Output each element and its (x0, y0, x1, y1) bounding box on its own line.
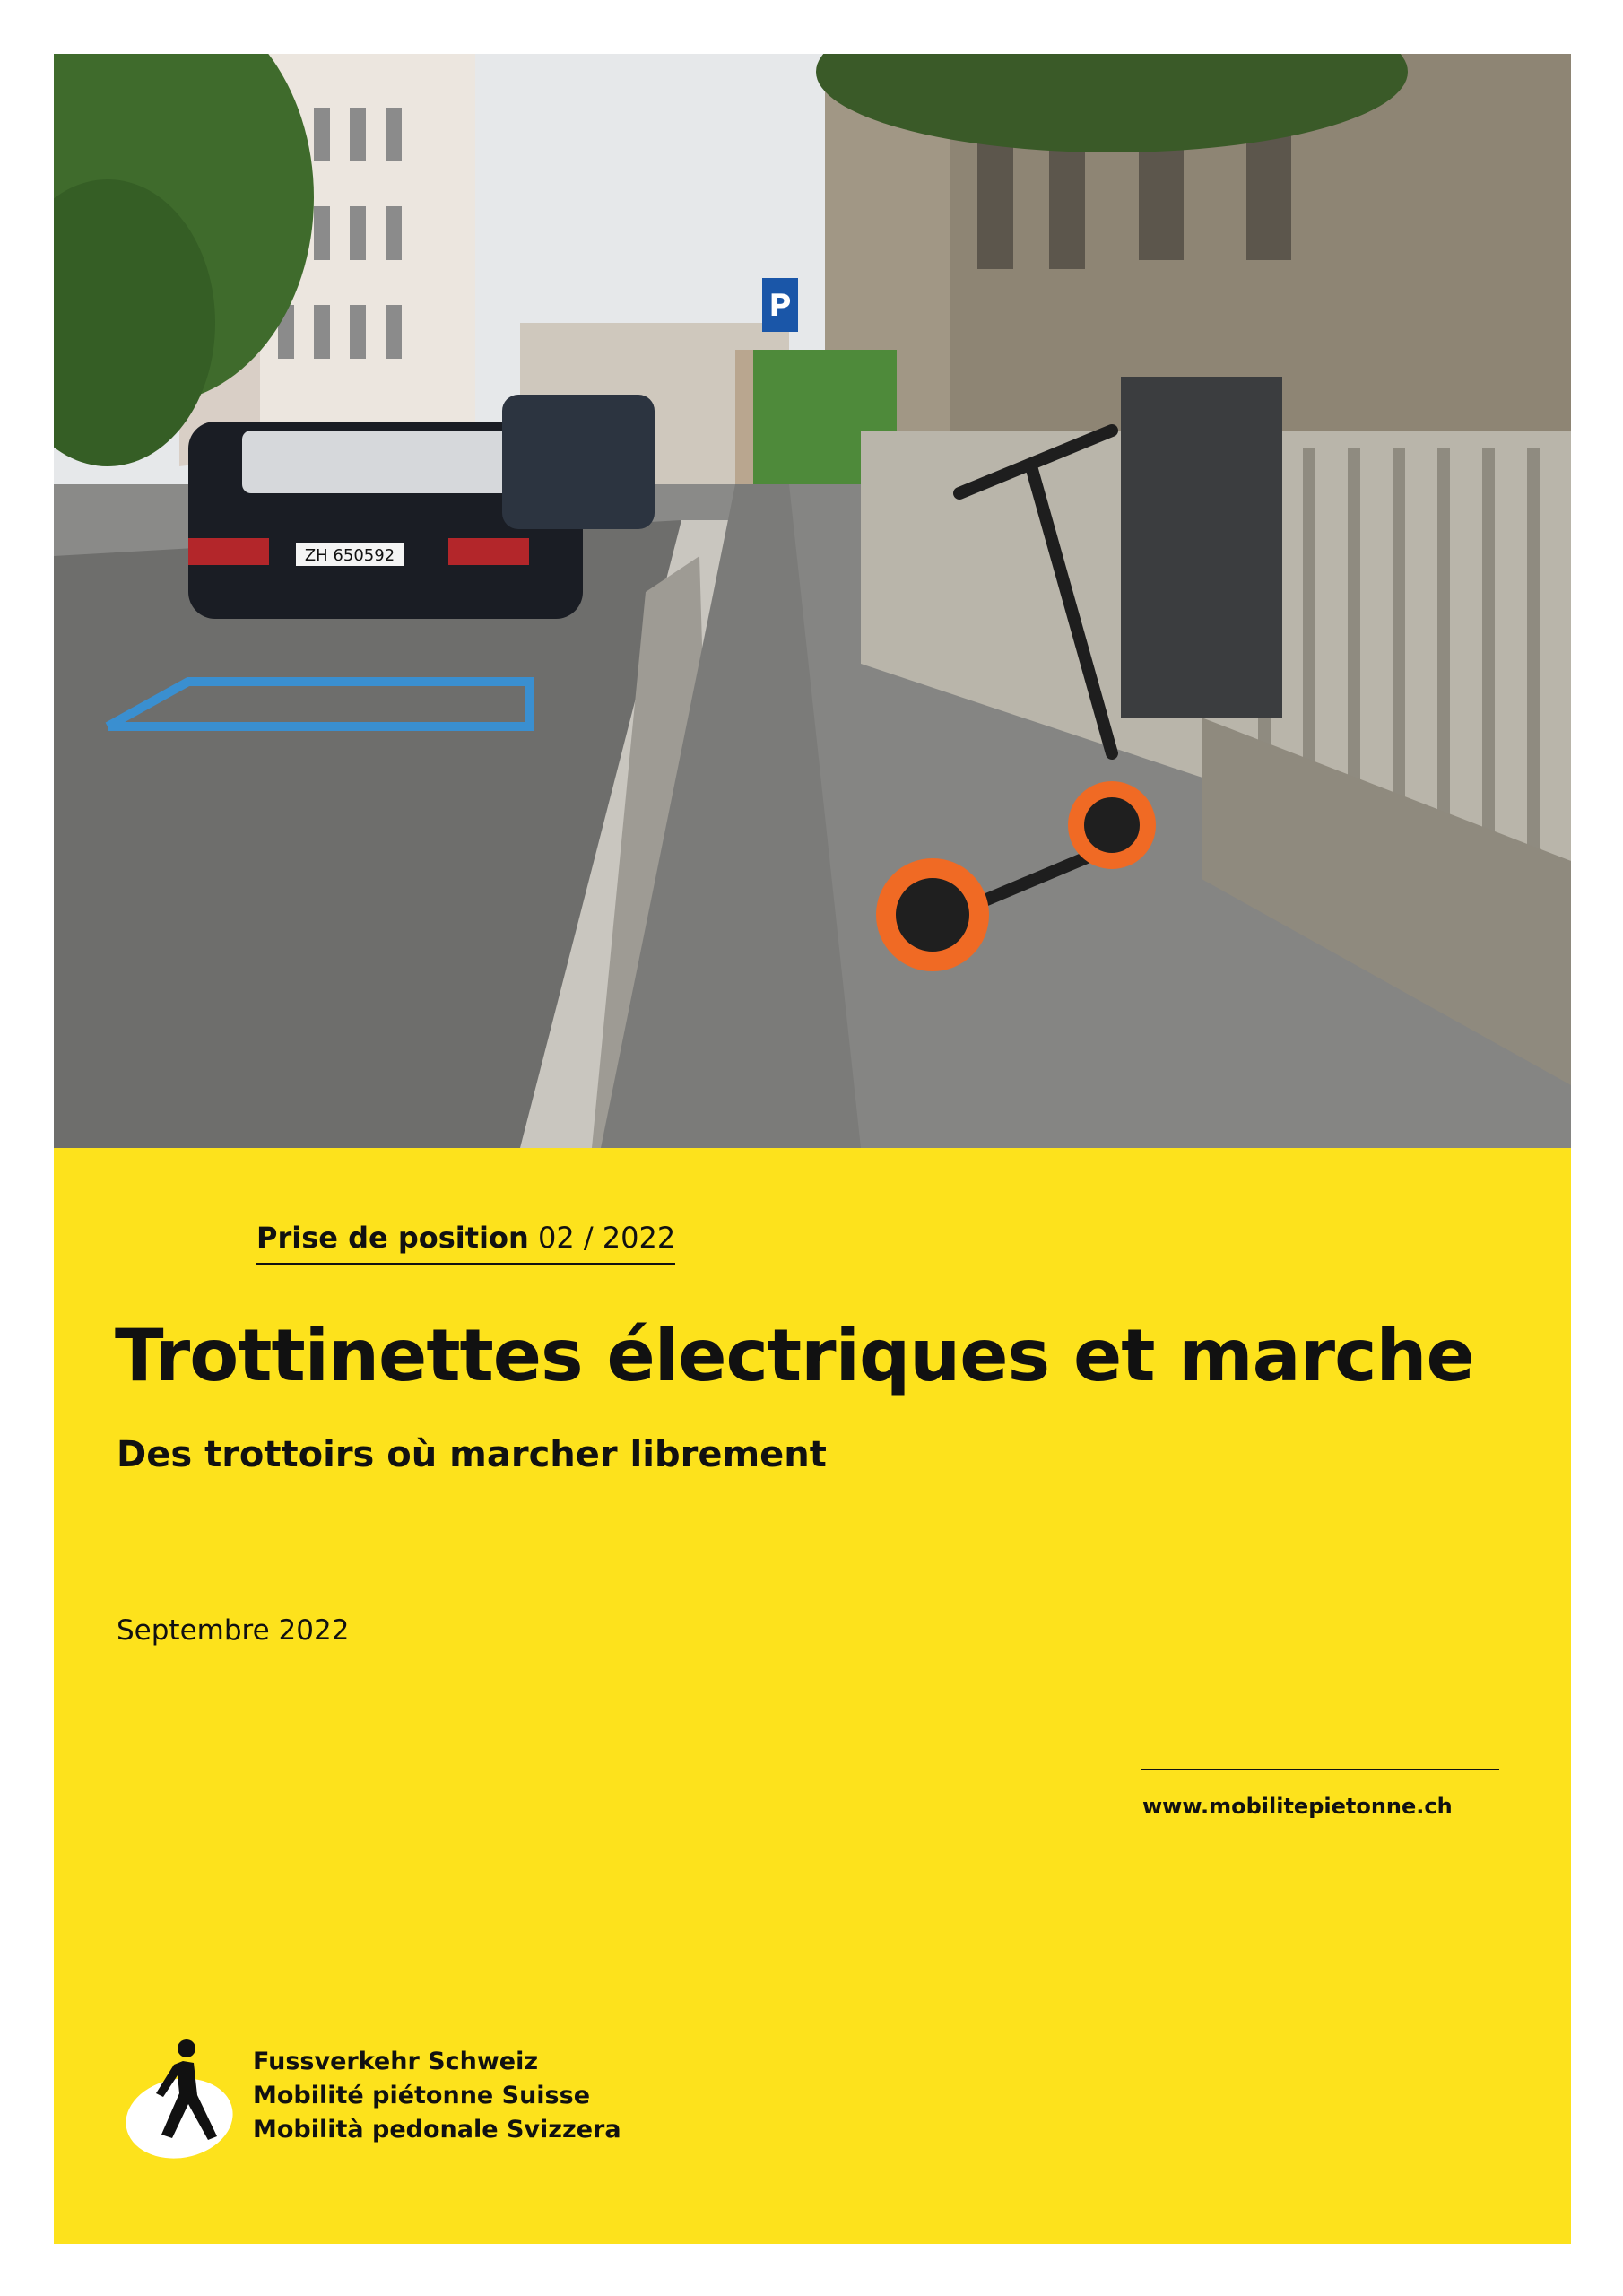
license-plate-text: ZH 650592 (304, 546, 395, 565)
kicker-label: Prise de position (256, 1221, 529, 1255)
org-name-de: Fussverkehr Schweiz (253, 2048, 539, 2075)
divider (1141, 1769, 1499, 1770)
street-scene-illustration (54, 54, 1571, 1148)
website-link[interactable]: www.mobilitepietonne.ch (1142, 1794, 1453, 1819)
organization-names (253, 2045, 621, 2147)
cover-photo (54, 54, 1571, 1148)
page-title: Trottinettes électriques et marche (115, 1314, 1474, 1397)
org-name-it: Mobilità pedonale Svizzera (253, 2116, 621, 2144)
kicker-issue: 02 / 2022 (537, 1221, 676, 1255)
publication-date: Septembre 2022 (117, 1614, 350, 1647)
publication-kicker (256, 1220, 675, 1265)
parking-sign-text: P (768, 288, 792, 324)
page-subtitle: Des trottoirs où marcher librement (117, 1434, 827, 1475)
pedestrian-logo-icon (124, 2036, 240, 2161)
org-name-fr: Mobilité piétonne Suisse (253, 2082, 591, 2109)
